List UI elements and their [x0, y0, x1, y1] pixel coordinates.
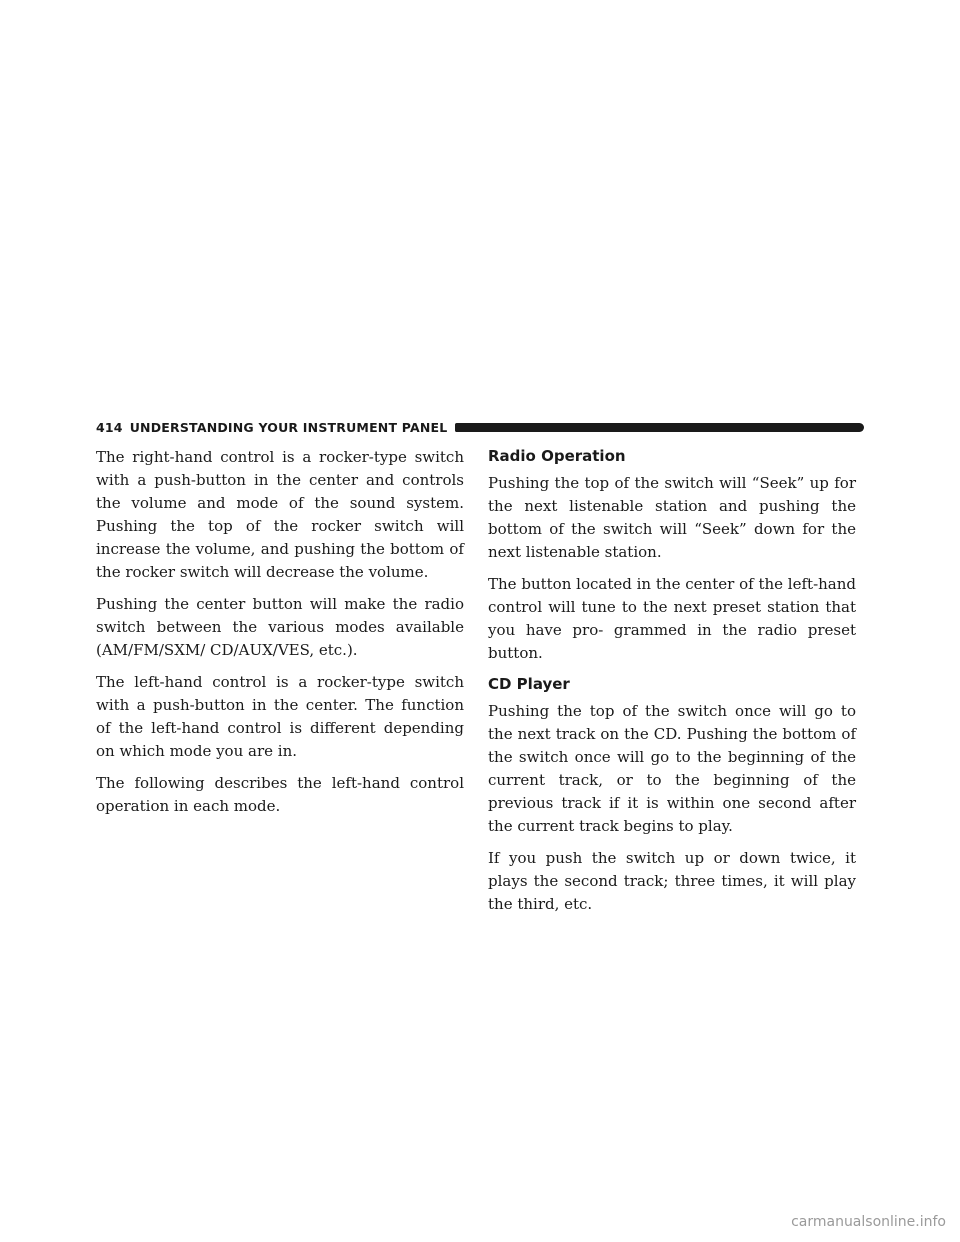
header-rule [455, 423, 864, 432]
watermark-link[interactable]: carmanualsonline.info [791, 1214, 946, 1230]
left-column [96, 446, 464, 827]
heading-cd-player: CD Player [488, 675, 570, 693]
paragraph-radio-preset: The button located in the center of the left-hand control will tune to the next preset station that you have pro- grammed in the radio preset button. [488, 575, 856, 662]
paragraph-left-hand-control: The left-hand control is a rocker-type switch with a push-button in the center. The function of the left-hand control is different depending on which mode you are in. [96, 673, 464, 760]
heading-radio-operation: Radio Operation [488, 447, 626, 465]
page-header [96, 418, 864, 436]
paragraph-following-describes: The following describes the left-hand control operation in each mode. [96, 774, 464, 815]
paragraph-cd-twice: If you push the switch up or down twice, it plays the second track; three times, it will play the third, etc. [488, 849, 856, 913]
paragraph-cd-track: Pushing the top of the switch once will go to the next track on the CD. Pushing the bottom of the switch once will go to the beginning of the current track, or to the beginning of the previous track if it is within one second after the current track begins to play. [488, 702, 856, 835]
right-column [488, 446, 856, 925]
paragraph-radio-seek: Pushing the top of the switch will “Seek” up for the next listenable station and pushing the bottom of the switch will “Seek” down for the next listenable station. [488, 474, 856, 561]
paragraph-center-button: Pushing the center button will make the radio switch between the various modes available (AM/FM/SXM/ CD/AUX/VES, etc.). [96, 595, 464, 659]
section-title: UNDERSTANDING YOUR INSTRUMENT PANEL [129, 419, 448, 435]
paragraph-right-hand-control: The right-hand control is a rocker-type switch with a push-button in the center and controls the volume and mode of the sound system. Pushing the top of the rocker switch will increase the volume, and pushing the bottom of the rocker switch will decrease the volume. [96, 448, 464, 581]
page-number: 414 [96, 419, 123, 435]
